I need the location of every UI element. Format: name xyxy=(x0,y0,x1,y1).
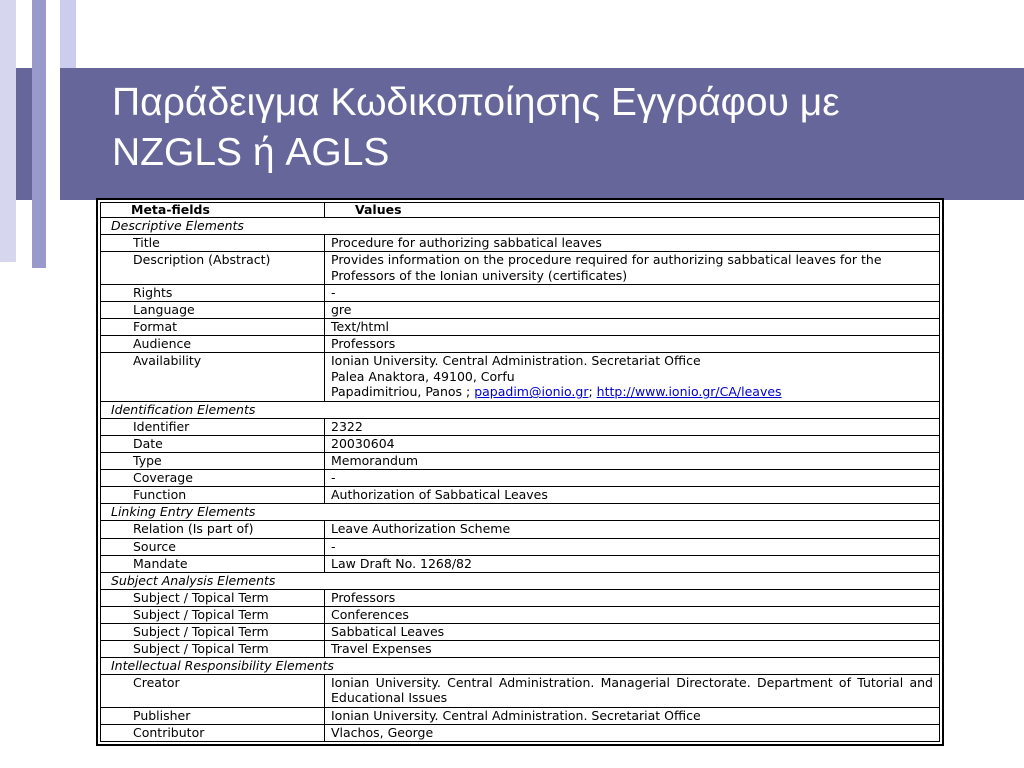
meta-field-cell: Format xyxy=(101,319,325,336)
metadata-table xyxy=(100,202,940,742)
meta-field-cell: Mandate xyxy=(101,555,325,572)
meta-field-cell: Subject / Topical Term xyxy=(101,606,325,623)
value-line: Ionian University. Central Administration. Secretariat Office xyxy=(331,353,701,369)
link-separator: ; xyxy=(588,384,597,400)
header-values: Values xyxy=(325,203,940,218)
value-cell: Text/html xyxy=(325,319,940,336)
section-heading: Subject Analysis Elements xyxy=(101,572,940,589)
value-cell: Memorandum xyxy=(325,453,940,470)
table-body xyxy=(101,218,940,742)
meta-field-cell: Title xyxy=(101,235,325,252)
meta-field-cell: Audience xyxy=(101,336,325,353)
url-link[interactable]: http://www.ionio.gr/CA/leaves xyxy=(596,384,782,400)
table-row xyxy=(101,353,940,402)
value-cell: - xyxy=(325,470,940,487)
value-line: Palea Anaktora, 49100, Corfu xyxy=(331,368,515,384)
decor-bar-light-1 xyxy=(0,0,16,262)
meta-field-cell: Relation (Is part of) xyxy=(101,521,325,538)
table-row xyxy=(101,285,940,302)
decor-bar-light-2 xyxy=(60,0,76,68)
value-cell: Ionian University. Central Administration. Secretariat Office xyxy=(325,707,940,724)
table-row xyxy=(101,470,940,487)
value-cell: gre xyxy=(325,302,940,319)
table-row xyxy=(101,436,940,453)
table-row xyxy=(101,555,940,572)
table-row xyxy=(101,538,940,555)
table-row xyxy=(101,640,940,657)
value-cell: Authorization of Sabbatical Leaves xyxy=(325,487,940,504)
meta-field-cell: Function xyxy=(101,487,325,504)
value-cell xyxy=(325,353,940,402)
meta-field-cell: Subject / Topical Term xyxy=(101,589,325,606)
table-row xyxy=(101,521,940,538)
meta-field-cell: Availability xyxy=(101,353,325,402)
meta-field-cell: Rights xyxy=(101,285,325,302)
meta-field-cell: Subject / Topical Term xyxy=(101,640,325,657)
meta-field-cell: Subject / Topical Term xyxy=(101,623,325,640)
meta-field-cell: Date xyxy=(101,436,325,453)
value-cell: Sabbatical Leaves xyxy=(325,623,940,640)
meta-field-cell: Type xyxy=(101,453,325,470)
table-row xyxy=(101,319,940,336)
value-cell: 20030604 xyxy=(325,436,940,453)
value-cell: Procedure for authorizing sabbatical leaves xyxy=(325,235,940,252)
table-row xyxy=(101,724,940,741)
value-cell: - xyxy=(325,538,940,555)
section-heading: Descriptive Elements xyxy=(101,218,940,235)
table-row xyxy=(101,623,940,640)
section-row xyxy=(101,657,940,674)
metadata-table-container xyxy=(96,198,944,746)
section-heading: Linking Entry Elements xyxy=(101,504,940,521)
table-row xyxy=(101,487,940,504)
value-cell: Vlachos, George xyxy=(325,724,940,741)
value-cell: - xyxy=(325,285,940,302)
meta-field-cell: Coverage xyxy=(101,470,325,487)
table-row xyxy=(101,606,940,623)
table-row xyxy=(101,453,940,470)
table-row xyxy=(101,419,940,436)
meta-field-cell: Publisher xyxy=(101,707,325,724)
meta-field-cell: Identifier xyxy=(101,419,325,436)
table-row xyxy=(101,707,940,724)
header-meta-fields: Meta-fields xyxy=(101,203,325,218)
meta-field-cell: Description (Abstract) xyxy=(101,252,325,285)
table-row xyxy=(101,302,940,319)
value-cell: Professors xyxy=(325,336,940,353)
meta-field-cell: Contributor xyxy=(101,724,325,741)
table-row xyxy=(101,674,940,707)
section-row xyxy=(101,402,940,419)
slide-title xyxy=(112,78,992,178)
section-heading: Intellectual Responsibility Elements xyxy=(101,657,940,674)
slide-title-line-1: Παράδειγμα Κωδικοποίησης Εγγράφου με xyxy=(112,81,840,124)
table-row xyxy=(101,336,940,353)
email-link[interactable]: papadim@ionio.gr xyxy=(474,384,589,400)
section-row xyxy=(101,218,940,235)
meta-field-cell: Creator xyxy=(101,674,325,707)
value-cell: 2322 xyxy=(325,419,940,436)
table-row xyxy=(101,235,940,252)
meta-field-cell: Source xyxy=(101,538,325,555)
decor-bar-mid-2 xyxy=(32,0,46,268)
value-cell: Conferences xyxy=(325,606,940,623)
meta-field-cell: Language xyxy=(101,302,325,319)
section-row xyxy=(101,504,940,521)
table-header-row xyxy=(101,203,940,218)
value-cell: Leave Authorization Scheme xyxy=(325,521,940,538)
section-row xyxy=(101,572,940,589)
decor-bar-mid-1 xyxy=(16,68,32,200)
table-row xyxy=(101,252,940,285)
section-heading: Identification Elements xyxy=(101,402,940,419)
value-cell: Provides information on the procedure required for authorizing sabbatical leaves for the Professors of the Ionian university (certificates) xyxy=(325,252,940,285)
value-cell: Professors xyxy=(325,589,940,606)
table-row xyxy=(101,589,940,606)
contact-name: Papadimitriou, Panos ; xyxy=(331,384,475,400)
value-cell: Ionian University. Central Administration. Managerial Directorate. Department of Tutorial and Educational Issues xyxy=(325,674,940,707)
value-cell: Law Draft No. 1268/82 xyxy=(325,555,940,572)
slide-title-line-2: NZGLS ή AGLS xyxy=(112,131,390,174)
value-cell: Travel Expenses xyxy=(325,640,940,657)
